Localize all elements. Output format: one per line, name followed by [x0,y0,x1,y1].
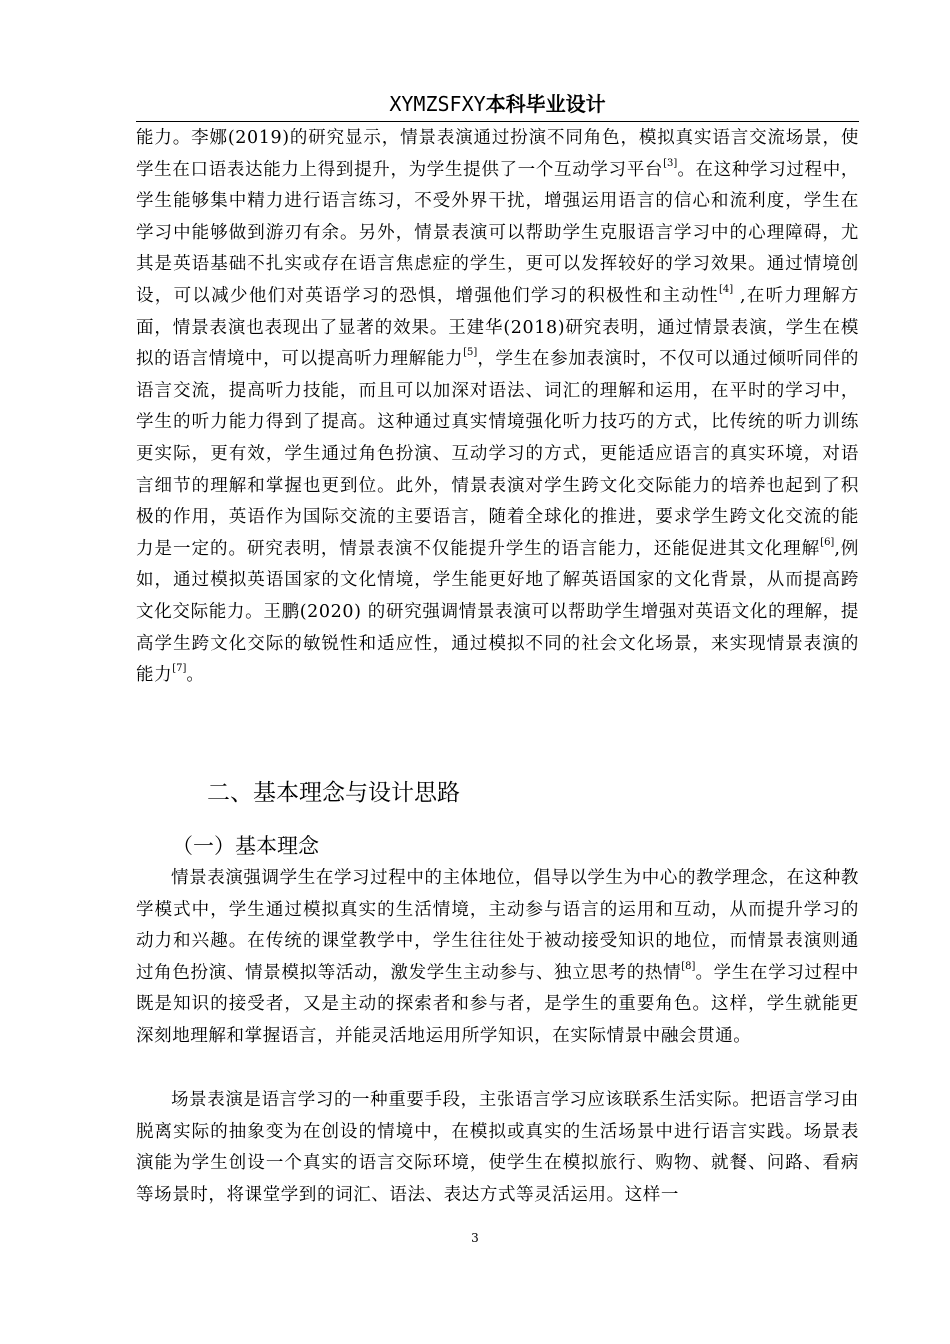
section-heading: 二、基本理念与设计思路 [207,780,460,806]
body-paragraph-1 [136,123,859,692]
text-run: 能力。李娜(2019)的研究显示，情景表演通过扮演不同角色，模拟真实语言交流场景，使学生在口语表达能力上得到提升，为学生提供了一个互动学习平台 [136,128,859,180]
header-title: 本科毕业设计 [485,92,606,116]
header-rule [136,121,859,122]
text-run: 。在这种学习过程中，学生能够集中精力进行语言练习，不受外界干扰，增强运用语言的信心和流利度，学生在学习中能够做到游刃有余。另外，情景表演可以帮助学生克服语言学习中的心理障碍，尤其是英语基础不扎实或存在语言焦虑症的学生，更可以发挥较好的学习效果。通过情境创设，可以减少他们对英语学习的恐惧，增强他们学习的积极性和主动性 [136,159,859,306]
citation-4: [4] [718,283,734,295]
page-header [136,90,859,118]
citation-8: [8] [681,960,696,972]
text-run: ，学生在参加表演时，不仅可以通过倾听同伴的语言交流，提高听力技能，而且可以加深对语法、词汇的理解和运用，在平时的学习中，学生的听力能力得到了提高。这种通过真实情境强化听力技巧的方式，比传统的听力训练更实际，更有效，学生通过角色扮演、互动学习的方式，更能适应语言的真实环境，对语言细节的理解和掌握也更到位。此外，情景表演对学生跨文化交际能力的培养也起到了积极的作用，英语作为国际交流的主要语言，随着全球化的推进，要求学生跨文化交流的能力是一定的。研究表明，情景表演不仅能提升学生的语言能力，还能促进其文化理解 [136,349,859,559]
page-number: 3 [471,1231,479,1245]
citation-5: [5] [463,347,478,359]
citation-7: [7] [172,663,187,675]
body-paragraph-2 [136,863,859,1053]
text-run: 情景表演强调学生在学习过程中的主体地位，倡导以学生为中心的教学理念，在这种教学模式中，学生通过模拟真实的生活情境，主动参与语言的运用和互动，从而提升学习的动力和兴趣。在传统的课堂教学中，学生往往处于被动接受知识的地位，而情景表演则通过角色扮演、情景模拟等活动，激发学生主动参与、独立思考的热情 [136,868,859,983]
citation-3: [3] [663,157,678,169]
text-run: ,在听力理解方面，情景表演也表现出了显著的效果。王建华(2018)研究表明，通过情景表演，学生在模拟的语言情境中，可以提高听力理解能力 [136,285,859,370]
text-run: 场景表演是语言学习的一种重要手段，主张语言学习应该联系生活实际。把语言学习由脱离实际的抽象变为在创设的情境中，在模拟或真实的生活场景中进行语言实践。场景表演能为学生创设一个真实的语言交际环境，使学生在模拟旅行、购物、就餐、问路、看病等场景时，将课堂学到的词汇、语法、表达方式等灵活运用。这样一 [136,1090,859,1205]
text-run: 。学生在学习过程中既是知识的接受者，又是主动的探索者和参与者，是学生的重要角色。这样，学生就能更深刻地理解和掌握语言，并能灵活地运用所学知识，在实际情景中融会贯通。 [136,962,859,1046]
header-school-code: XYMZSFXY [389,92,486,116]
text-run: 。 [186,665,205,686]
subsection-heading: （一）基本理念 [172,834,319,858]
body-paragraph-3 [136,1085,859,1211]
citation-6: [6] [820,536,835,548]
text-run: ,例如，通过模拟英语国家的文化情境，学生能更好地了解英语国家的文化背景，从而提高跨文化交际能力。王鹏(2020) 的研究强调情景表演可以帮助学生增强对英语文化的理解，提高学生跨文化交际的敏锐性和适应性，通过模拟不同的社会文化场景，来实现情景表演的能力 [136,538,859,686]
